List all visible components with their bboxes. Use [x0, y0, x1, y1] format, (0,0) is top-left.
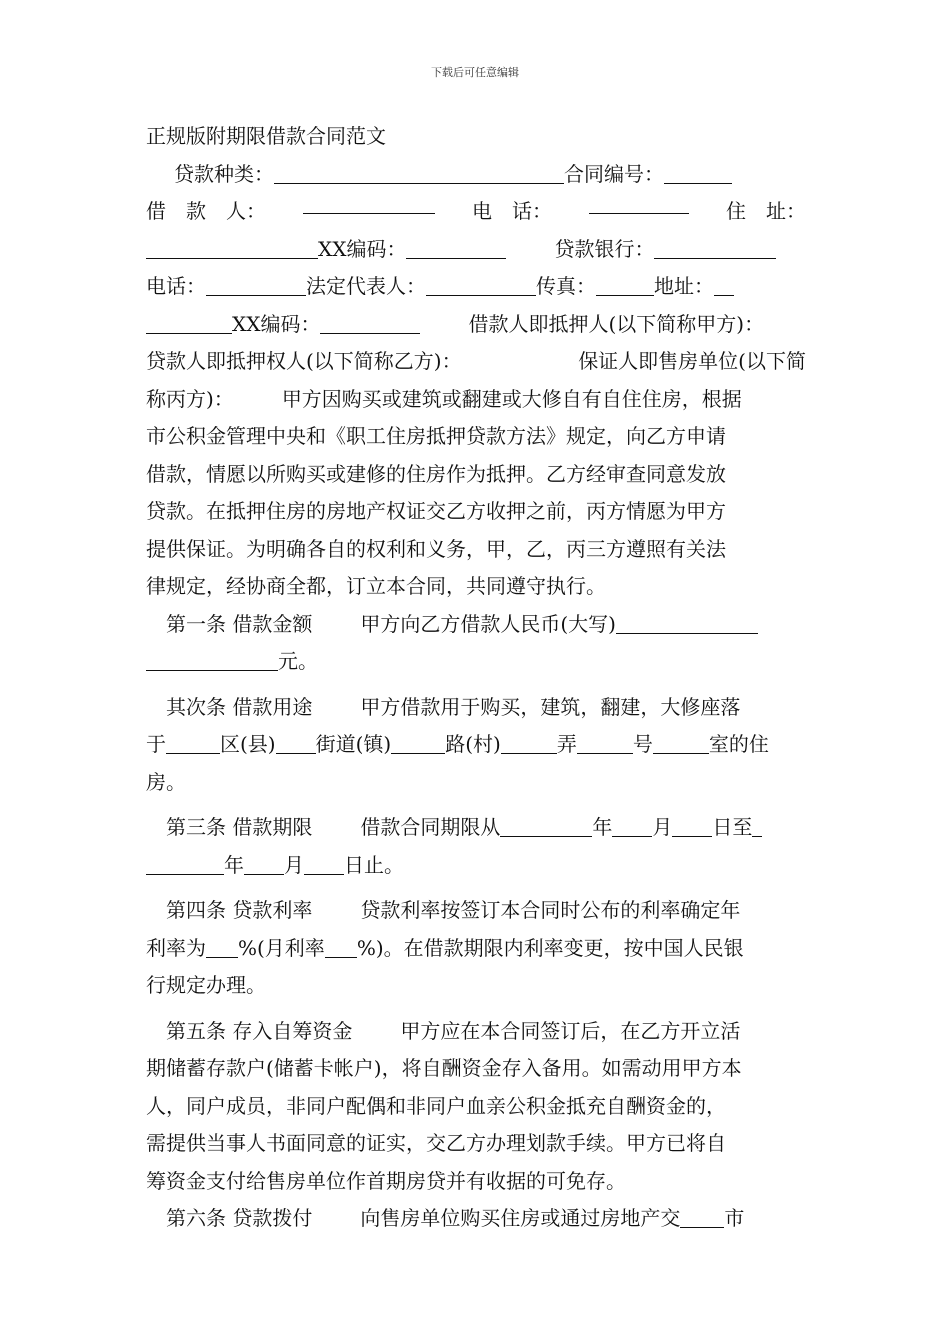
loan-type-line — [146, 156, 806, 194]
tel-label: 电话： — [146, 274, 206, 298]
lender-contact-line — [146, 268, 806, 306]
article-2-line-2 — [146, 726, 806, 764]
text-number: 号 — [632, 732, 653, 756]
article-5-line-2: 期储蓄存款户(储蓄卡帐户)，将自酬资金存入备用。如需动用甲方本 — [146, 1056, 742, 1080]
contract-body — [146, 118, 806, 1238]
tel-blank[interactable] — [206, 275, 306, 296]
text-rate-change: %)。在借款期限内利率变更，按中国人民银 — [356, 935, 744, 960]
article-3-heading: 第三条 借款期限 — [166, 815, 313, 839]
text-day-end: 日止。 — [344, 852, 404, 877]
borrower-label: 借 款 人： — [146, 199, 266, 223]
postcode2-label: XX编码： — [232, 311, 321, 336]
amount-blank-cont[interactable] — [146, 650, 278, 671]
article-3-text: 借款合同期限从 — [360, 815, 501, 839]
text-street: 街道(镇) — [315, 732, 392, 756]
article-5-heading: 第五条 存入自筹资金 — [166, 1018, 353, 1043]
phone-label: 电 话： — [472, 199, 552, 223]
legal-rep-blank[interactable] — [426, 275, 536, 296]
borrower-line — [146, 193, 806, 231]
article-1-yuan: 元。 — [278, 649, 318, 673]
article-3-line-1 — [146, 809, 806, 847]
postcode-label: XX编码： — [318, 236, 407, 261]
room-blank[interactable] — [653, 733, 709, 754]
article-4-line-1 — [146, 892, 806, 930]
party-c-label: 保证人即售房单位(以下简 — [578, 349, 806, 373]
article-5-line-4: 需提供当事人书面同意的证实，交乙方办理划款手续。甲方已将自 — [146, 1131, 726, 1155]
addr-label: 地址： — [654, 274, 714, 298]
loan-type-blank[interactable] — [274, 163, 564, 184]
legal-rep-label: 法定代表人： — [306, 274, 426, 298]
doc-title: 正规版附期限借款合同范文 — [146, 124, 386, 148]
party-b-line — [146, 343, 806, 381]
start-month-blank[interactable] — [612, 816, 652, 837]
street-blank[interactable] — [276, 733, 316, 754]
article-4-heading: 第四条 贷款利率 — [166, 898, 313, 922]
phone-blank[interactable] — [589, 193, 689, 214]
article-5-line-3: 人，同户成员，非同户配偶和非同户血亲公积金抵充自酬资金的， — [146, 1093, 726, 1118]
article-1-line-2 — [146, 643, 806, 681]
text-yu: 于 — [146, 732, 166, 756]
article-4-text: 贷款利率按签订本合同时公布的利率确定年 — [360, 898, 741, 922]
text-room: 室的住 — [708, 732, 769, 756]
postcode2-blank[interactable] — [320, 313, 420, 334]
annual-rate-blank[interactable] — [206, 937, 238, 958]
fax-blank[interactable] — [596, 275, 654, 296]
article-6-city: 市 — [724, 1206, 745, 1230]
article-5-line-1 — [146, 1013, 806, 1051]
download-note: 下载后可任意编辑 — [431, 66, 519, 79]
postcode-bank-line — [146, 231, 806, 269]
loan-type-label: 贷款种类： — [174, 161, 274, 186]
article-5-line-5: 筹资金支付给售房单位作首期房贷并有收据的可免存。 — [146, 1168, 626, 1193]
text-year: 年 — [592, 815, 613, 839]
text-lane: 弄 — [556, 732, 577, 756]
start-day-blank[interactable] — [672, 816, 712, 837]
contract-no-blank[interactable] — [664, 163, 732, 184]
lender-bank-blank[interactable] — [654, 238, 776, 259]
road-blank[interactable] — [391, 733, 445, 754]
monthly-rate-blank[interactable] — [325, 937, 357, 958]
borrower-blank[interactable] — [303, 193, 435, 214]
article-1-heading: 第一条 借款金额 — [166, 611, 313, 636]
article-2-heading: 其次条 借款用途 — [166, 694, 313, 719]
text-district: 区(县) — [220, 732, 276, 756]
preamble-line-1 — [146, 381, 806, 419]
lender-bank-label: 贷款银行： — [554, 236, 655, 261]
party-a-label: 借款人即抵押人(以下简称甲方)： — [468, 311, 765, 336]
contract-no-label: 合同编号： — [564, 161, 664, 186]
text-rate: 利率为 — [146, 935, 206, 960]
text-monthly-rate: %(月利率 — [238, 935, 325, 960]
lane-blank[interactable] — [501, 733, 557, 754]
article-5-text: 甲方应在本合同签订后，在乙方开立活 — [400, 1018, 741, 1043]
party-a-line — [146, 306, 806, 344]
text-day-to: 日至 — [712, 815, 753, 839]
end-year-blank[interactable] — [752, 816, 762, 837]
city-blank[interactable] — [680, 1207, 724, 1228]
preamble-line-3: 借款，情愿以所购买或建修的住房作为抵押。乙方经审查同意发放 — [146, 461, 726, 486]
article-3-line-2 — [146, 847, 806, 885]
amount-blank[interactable] — [616, 613, 758, 634]
end-day-blank[interactable] — [304, 854, 344, 875]
article-4-line-3: 行规定办理。 — [146, 973, 266, 997]
preamble-text-1: 甲方因购买或建筑或翻建或大修自有自住住房，根据 — [281, 386, 742, 411]
article-6-line-1 — [146, 1200, 806, 1238]
article-6-text: 向售房单位购买住房或通过房地产交 — [360, 1206, 681, 1230]
article-2-line-3: 房。 — [146, 769, 186, 794]
text-month-2: 月 — [284, 852, 304, 877]
party-b-label: 贷款人即抵押权人(以下简称乙方)： — [146, 349, 462, 373]
preamble-line-4: 贷款。在抵押住房的房地产权证交乙方收押之前，丙方情愿为甲方 — [146, 499, 726, 523]
article-1-text: 甲方向乙方借款人民币(大写) — [360, 611, 616, 636]
text-year-2: 年 — [224, 852, 244, 877]
preamble-line-2: 市公积金管理中央和《职工住房抵押贷款方法》规定，向乙方申请 — [146, 424, 726, 448]
article-4-line-2 — [146, 930, 806, 968]
article-2-line-1 — [146, 689, 806, 727]
start-year-blank[interactable] — [500, 816, 592, 837]
address-blank[interactable] — [146, 238, 318, 259]
article-6-heading: 第六条 贷款拨付 — [166, 1206, 313, 1230]
fax-label: 传真： — [536, 274, 596, 298]
number-blank[interactable] — [577, 733, 633, 754]
text-month: 月 — [652, 815, 673, 839]
addr-blank[interactable] — [714, 275, 734, 296]
text-road: 路(村) — [445, 732, 501, 756]
preamble-line-5: 提供保证。为明确各自的权利和义务，甲，乙，丙三方遵照有关法 — [146, 536, 726, 561]
postcode-blank[interactable] — [406, 238, 506, 259]
preamble-line-6: 律规定，经协商全都，订立本合同，共同遵守执行。 — [146, 574, 606, 598]
district-blank[interactable] — [166, 733, 220, 754]
party-c-label-cont: 称丙方)： — [146, 386, 234, 411]
addr-blank-cont[interactable] — [146, 313, 232, 334]
end-month-blank[interactable] — [244, 854, 284, 875]
end-year-blank-cont[interactable] — [146, 854, 224, 875]
article-1-line-1 — [146, 606, 806, 644]
article-2-text: 甲方借款用于购买，建筑，翻建，大修座落 — [360, 694, 741, 719]
address-label: 住 址： — [726, 199, 806, 223]
